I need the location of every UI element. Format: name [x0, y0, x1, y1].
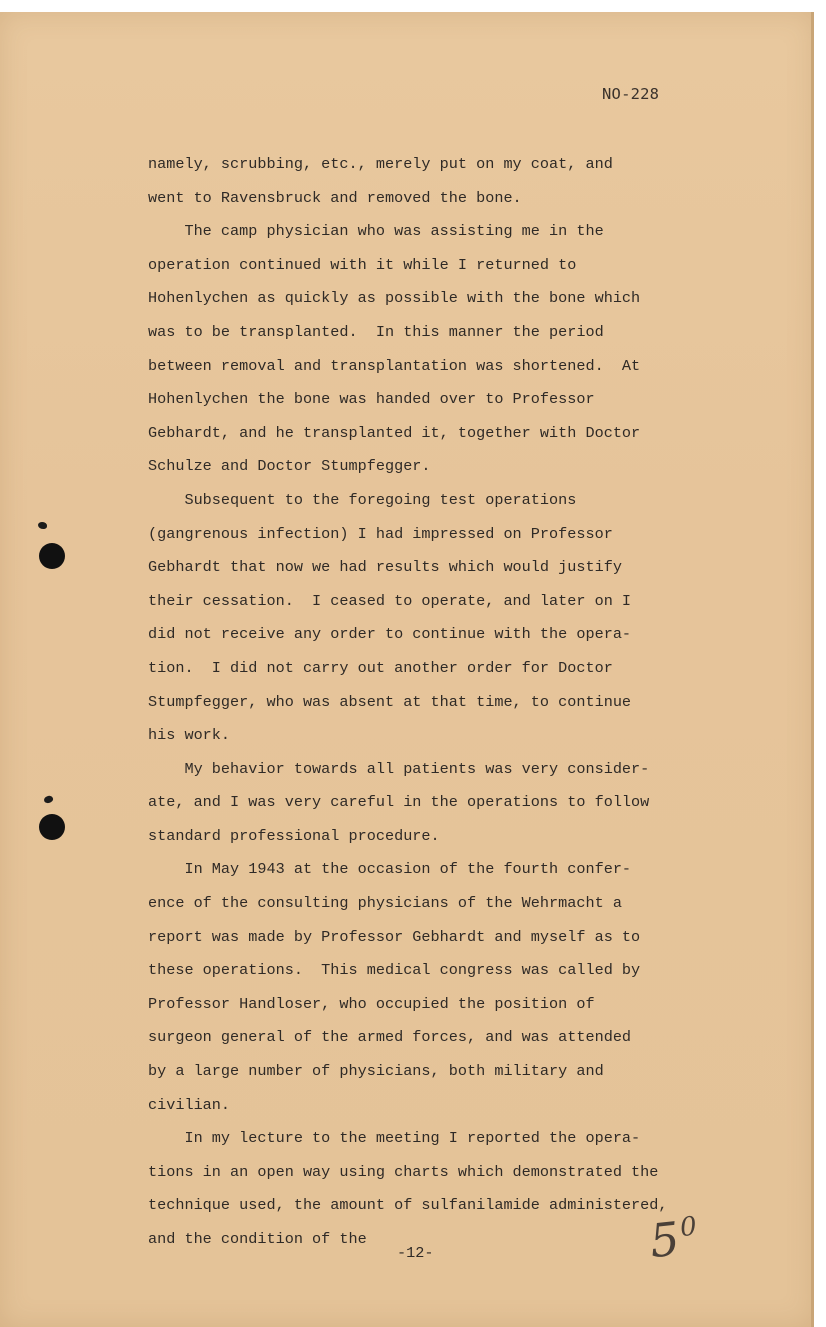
handwritten-page-mark [647, 1210, 698, 1268]
text-line: technique used, the amount of sulfanilamide administered, [148, 1196, 668, 1215]
text-line: In my lecture to the meeting I reported the opera- [148, 1129, 641, 1148]
text-line: tions in an open way using charts which demonstrated the [148, 1162, 659, 1181]
text-line: surgeon general of the armed forces, and was attended [148, 1028, 632, 1047]
text-line: My behavior towards all patients was very consider- [148, 759, 650, 778]
text-line: went to Ravensbruck and removed the bone. [148, 188, 522, 207]
typed-body-text [148, 148, 723, 1257]
text-line: (gangrenous infection) I had impressed on Professor [148, 524, 613, 543]
text-line: between removal and transplantation was shortened. At [148, 356, 641, 375]
punch-hole-icon [39, 814, 65, 840]
text-line: namely, scrubbing, etc., merely put on my coat, and [148, 155, 613, 173]
text-line: tion. I did not carry out another order for Doctor [148, 658, 613, 677]
punch-hole-fleck-icon [43, 794, 54, 805]
punch-hole-fleck-icon [38, 522, 47, 529]
text-line: these operations. This medical congress was called by [148, 961, 641, 980]
handwritten-superscript: 0 [678, 1211, 697, 1244]
text-line: was to be transplanted. In this manner the period [148, 322, 604, 341]
text-line: civilian. [148, 1095, 231, 1114]
text-line: by a large number of physicians, both military and [148, 1062, 604, 1081]
text-line: ate, and I was very careful in the operations to follow [148, 793, 650, 812]
text-line: Subsequent to the foregoing test operations [148, 490, 577, 509]
page-number: -12- [397, 1244, 434, 1262]
text-line: standard professional procedure. [148, 826, 440, 845]
document-page [0, 12, 814, 1327]
text-line: In May 1943 at the occasion of the fourth confer- [148, 860, 632, 879]
text-line: Gebhardt that now we had results which would justify [148, 558, 622, 577]
text-line: did not receive any order to continue with the opera- [148, 625, 632, 644]
text-line: Stumpfegger, who was absent at that time, to continue [148, 692, 632, 711]
text-line: The camp physician who was assisting me in the [148, 222, 604, 241]
text-line: their cessation. I ceased to operate, and later on I [148, 591, 632, 610]
text-line: ence of the consulting physicians of the Wehrmacht a [148, 894, 622, 913]
text-line: Hohenlychen as quickly as possible with the bone which [148, 289, 641, 308]
text-line: Schulze and Doctor Stumpfegger. [148, 457, 431, 476]
text-line: report was made by Professor Gebhardt and myself as to [148, 927, 641, 946]
text-line: Gebhardt, and he transplanted it, together with Doctor [148, 423, 641, 442]
punch-hole-icon [39, 543, 65, 569]
text-line: operation continued with it while I returned to [148, 255, 577, 274]
text-line: his work. [148, 726, 231, 745]
handwritten-digit: 5 [647, 1211, 681, 1269]
text-line: Hohenlychen the bone was handed over to Professor [148, 390, 595, 409]
document-number: NO-228 [602, 85, 660, 103]
text-line: and the condition of the [148, 1230, 367, 1248]
text-line: Professor Handloser, who occupied the position of [148, 994, 595, 1013]
